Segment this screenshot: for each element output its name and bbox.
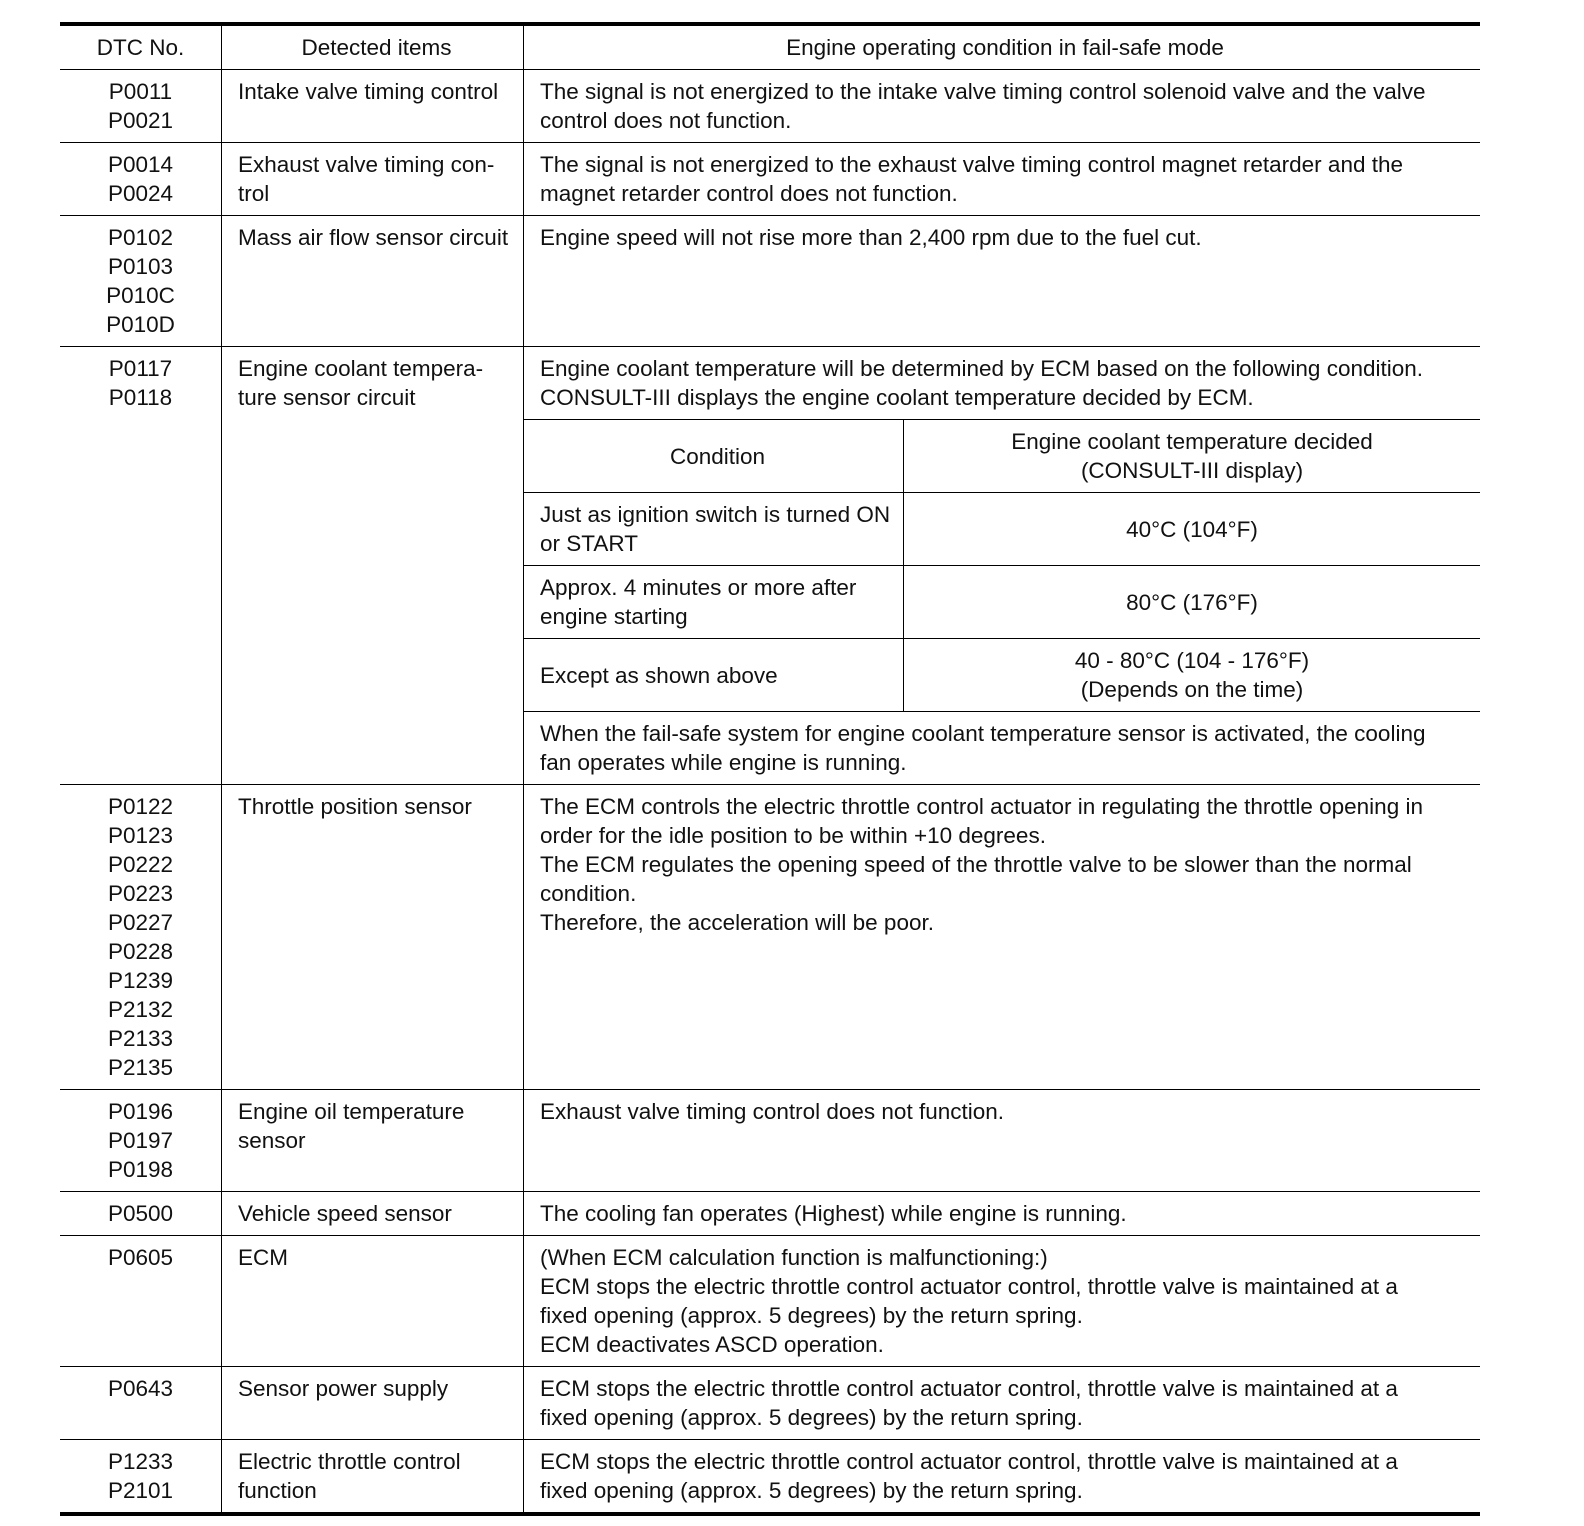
subtable-condition: Approx. 4 minutes or more after engine starting bbox=[524, 566, 904, 638]
subtable-condition: Just as ignition switch is turned ON or START bbox=[524, 493, 904, 565]
subtable-row bbox=[524, 492, 1480, 565]
detected-item-cell: Engine oil temperature sensor bbox=[222, 1090, 524, 1191]
table-row bbox=[60, 143, 1480, 216]
table-row bbox=[60, 1440, 1480, 1512]
table-header-row bbox=[60, 26, 1480, 70]
table-row bbox=[60, 70, 1480, 143]
detected-item-cell: Engine coolant tempera- ture sensor circuit bbox=[222, 347, 524, 784]
detected-item-cell: ECM bbox=[222, 1236, 524, 1366]
table-row bbox=[60, 1090, 1480, 1192]
coolant-intro: Engine coolant temperature will be determined by ECM based on the following condition. CONSULT-III displays the engine coolant temperature decided by ECM. bbox=[540, 356, 1424, 410]
dtc-cell: P0014 P0024 bbox=[60, 143, 222, 215]
condition-cell: The signal is not energized to the intake valve timing control solenoid valve and the valve control does not function. bbox=[540, 79, 1426, 133]
dtc-cell: P0011 P0021 bbox=[60, 70, 222, 142]
condition-cell: The ECM controls the electric throttle control actuator in regulating the throttle opening in order for the idle position to be within +10 degrees. The ECM regulates the opening speed of the throttle valve to be slower than the normal condition. Therefore, the acceleration will be poor. bbox=[540, 794, 1423, 935]
dtc-cell: P0122 P0123 P0222 P0223 P0227 P0228 P1239 P2132 P2133 P2135 bbox=[60, 785, 222, 1089]
dtc-cell: P0643 bbox=[60, 1367, 222, 1439]
table-row bbox=[60, 1192, 1480, 1236]
detected-item-cell: Mass air flow sensor circuit bbox=[222, 216, 524, 346]
dtc-cell: P0500 bbox=[60, 1192, 222, 1235]
detected-item-cell: Throttle position sensor bbox=[222, 785, 524, 1089]
subtable-header-condition: Condition bbox=[524, 420, 904, 492]
subtable-temperature: 80°C (176°F) bbox=[1126, 589, 1258, 615]
condition-cell: ECM stops the electric throttle control actuator control, throttle valve is maintained at a fixed opening (approx. 5 degrees) by the return spring. bbox=[540, 1449, 1398, 1503]
subtable-condition: Except as shown above bbox=[524, 639, 904, 711]
subtable-temperature: 40°C (104°F) bbox=[1126, 516, 1258, 542]
condition-cell: (When ECM calculation function is malfunctioning:) ECM stops the electric throttle control actuator control, throttle valve is maintained at a fixed opening (approx. 5 degrees) by the return spring. ECM deactivates ASCD operation. bbox=[540, 1245, 1398, 1357]
detected-item-cell: Intake valve timing control bbox=[222, 70, 524, 142]
dtc-cell: P0605 bbox=[60, 1236, 222, 1366]
dtc-cell: P0102 P0103 P010C P010D bbox=[60, 216, 222, 346]
detected-item-cell: Sensor power supply bbox=[222, 1367, 524, 1439]
dtc-cell: P0117 P0118 bbox=[60, 347, 222, 784]
subtable-row bbox=[524, 638, 1480, 711]
table-row bbox=[60, 785, 1480, 1090]
subtable-header-temperature: Engine coolant temperature decided (CONSULT-III display) bbox=[1011, 429, 1373, 483]
header-dtc: DTC No. bbox=[60, 26, 222, 69]
subtable-temperature: 40 - 80°C (104 - 176°F) (Depends on the time) bbox=[1074, 648, 1310, 702]
table-row bbox=[60, 1367, 1480, 1440]
subtable-row bbox=[524, 565, 1480, 638]
condition-cell: The cooling fan operates (Highest) while engine is running. bbox=[540, 1201, 1127, 1226]
dtc-cell: P1233 P2101 bbox=[60, 1440, 222, 1512]
subtable-header bbox=[524, 419, 1480, 492]
detected-item-cell: Electric throttle control function bbox=[222, 1440, 524, 1512]
table-row bbox=[60, 1236, 1480, 1367]
table-row bbox=[60, 347, 1480, 785]
detected-item-cell: Exhaust valve timing con- trol bbox=[222, 143, 524, 215]
condition-cell: Exhaust valve timing control does not function. bbox=[540, 1099, 1005, 1124]
detected-item-cell: Vehicle speed sensor bbox=[222, 1192, 524, 1235]
dtc-cell: P0196 P0197 P0198 bbox=[60, 1090, 222, 1191]
condition-cell: ECM stops the electric throttle control actuator control, throttle valve is maintained at a fixed opening (approx. 5 degrees) by the return spring. bbox=[540, 1376, 1398, 1430]
condition-cell bbox=[524, 347, 1480, 784]
condition-cell: Engine speed will not rise more than 2,400 rpm due to the fuel cut. bbox=[540, 225, 1202, 250]
coolant-note: When the fail-safe system for engine coolant temperature sensor is activated, the cooling fan operates while engine is running. bbox=[524, 711, 1480, 784]
table-row bbox=[60, 216, 1480, 347]
header-condition: Engine operating condition in fail-safe mode bbox=[786, 35, 1224, 60]
fail-safe-table bbox=[60, 22, 1480, 1516]
condition-cell: The signal is not energized to the exhaust valve timing control magnet retarder and the magnet retarder control does not function. bbox=[540, 152, 1403, 206]
header-detected-items: Detected items bbox=[222, 26, 524, 69]
